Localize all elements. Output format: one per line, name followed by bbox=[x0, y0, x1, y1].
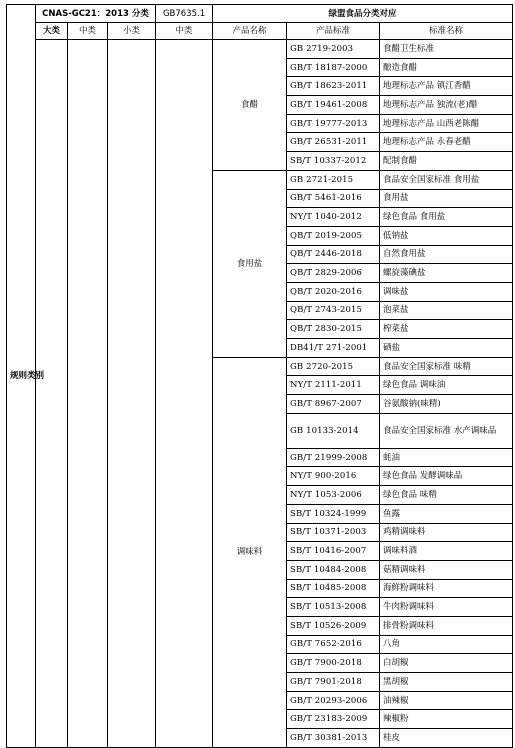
product-standard-cell: GB/T 19777-2013 bbox=[287, 114, 380, 133]
table-row bbox=[7, 40, 513, 59]
standard-name-cell: 海鲜粉调味料 bbox=[380, 579, 513, 598]
product-standard-cell: GB/T 7901-2018 bbox=[287, 673, 380, 692]
standard-name-cell: 酿造食醋 bbox=[380, 58, 513, 77]
standard-name-cell: 食品安全国家标准 食用盐 bbox=[380, 170, 513, 189]
small-class-header: 小类 bbox=[108, 23, 156, 40]
big-class-cell bbox=[36, 40, 68, 748]
product-standard-cell: QB/T 2446-2018 bbox=[287, 245, 380, 264]
rule-category-cell: 规则类别 bbox=[7, 5, 36, 748]
standard-name-cell: 地理标志产品 山西老陈醋 bbox=[380, 114, 513, 133]
standard-name-cell: 地理标志产品 永春老醋 bbox=[380, 133, 513, 152]
standard-name-cell: 排骨粉调味料 bbox=[380, 616, 513, 635]
product-standard-cell: SB/T 10513-2008 bbox=[287, 598, 380, 617]
standard-name-cell: 自然食用盐 bbox=[380, 245, 513, 264]
product-standard-cell: SB/T 10484-2008 bbox=[287, 560, 380, 579]
standard-name-cell: 硒盐 bbox=[380, 339, 513, 358]
product-standard-cell: NY/T 1053-2006 bbox=[287, 486, 380, 505]
mid-class-header: 中类 bbox=[68, 23, 108, 40]
product-standard-cell: GB 2721-2015 bbox=[287, 170, 380, 189]
standard-name-cell: 配制食醋 bbox=[380, 152, 513, 171]
product-standard-cell: GB 10133-2014 bbox=[287, 413, 380, 448]
standard-name-cell: 绿色食品 发酵调味品 bbox=[380, 467, 513, 486]
product-standard-cell: DB41/T 271-2001 bbox=[287, 339, 380, 358]
product-standard-cell: NY/T 900-2016 bbox=[287, 467, 380, 486]
product-standard-cell: QB/T 2743-2015 bbox=[287, 301, 380, 320]
product-standard-cell: SB/T 10526-2009 bbox=[287, 616, 380, 635]
product-standard-cell: GB/T 21999-2008 bbox=[287, 448, 380, 467]
product-standard-cell: GB/T 20293-2006 bbox=[287, 691, 380, 710]
standard-name-cell: 黑胡椒 bbox=[380, 673, 513, 692]
standard-name-cell: 八角 bbox=[380, 635, 513, 654]
product-name-cell: 食用盐 bbox=[213, 170, 287, 357]
classification-table bbox=[6, 4, 513, 748]
mid-class-cell bbox=[68, 40, 108, 748]
header-row-1 bbox=[7, 5, 513, 23]
product-name-header: 产品名称 bbox=[213, 23, 287, 40]
standard-name-cell: 蚝油 bbox=[380, 448, 513, 467]
product-standard-cell: NY/T 2111-2011 bbox=[287, 376, 380, 395]
product-standard-cell: GB 2720-2015 bbox=[287, 357, 380, 376]
product-standard-cell: GB/T 19461-2008 bbox=[287, 96, 380, 115]
standard-name-cell: 食品安全国家标准 味精 bbox=[380, 357, 513, 376]
standard-name-cell: 食醋卫生标准 bbox=[380, 40, 513, 59]
green-header: 绿盟食品分类对应 bbox=[213, 5, 513, 23]
small-class-cell bbox=[108, 40, 156, 748]
product-standard-cell: GB/T 23183-2009 bbox=[287, 710, 380, 729]
gb-mid-class-cell bbox=[156, 40, 213, 748]
product-standard-cell: SB/T 10324-1999 bbox=[287, 504, 380, 523]
standard-name-cell: 泡菜盐 bbox=[380, 301, 513, 320]
product-standard-cell: NY/T 1040-2012 bbox=[287, 208, 380, 227]
standard-name-cell: 地理标志产品 镇江香醋 bbox=[380, 77, 513, 96]
product-standard-cell: QB/T 2829-2006 bbox=[287, 264, 380, 283]
gb-header: GB7635.1 bbox=[156, 5, 213, 23]
big-class-header: 大类 bbox=[36, 23, 68, 40]
product-standard-cell: SB/T 10485-2008 bbox=[287, 579, 380, 598]
standard-name-cell: 绿色食品 味精 bbox=[380, 486, 513, 505]
product-standard-cell: GB/T 18187-2000 bbox=[287, 58, 380, 77]
product-standard-cell: GB/T 5461-2016 bbox=[287, 189, 380, 208]
standard-name-cell: 低钠盐 bbox=[380, 226, 513, 245]
product-standard-cell: QB/T 2019-2005 bbox=[287, 226, 380, 245]
standard-name-cell: 辣椒粉 bbox=[380, 710, 513, 729]
document-page bbox=[6, 4, 512, 741]
product-standard-cell: GB/T 7652-2016 bbox=[287, 635, 380, 654]
product-standard-cell: GB/T 8967-2007 bbox=[287, 395, 380, 414]
standard-name-cell: 地理标志产品 独流(老)醋 bbox=[380, 96, 513, 115]
standard-name-cell: 桂皮 bbox=[380, 729, 513, 748]
product-name-cell: 食醋 bbox=[213, 40, 287, 171]
product-standard-cell: GB/T 26531-2011 bbox=[287, 133, 380, 152]
product-standard-cell: SB/T 10416-2007 bbox=[287, 542, 380, 561]
product-standard-cell: GB 2719-2003 bbox=[287, 40, 380, 59]
product-standard-cell: GB/T 30381-2013 bbox=[287, 729, 380, 748]
standard-name-cell: 绿色食品 食用盐 bbox=[380, 208, 513, 227]
standard-name-cell: 绿色食品 调味油 bbox=[380, 376, 513, 395]
standard-name-cell: 食用盐 bbox=[380, 189, 513, 208]
cnas-header: CNAS-GC21：2013 分类 bbox=[36, 5, 156, 23]
product-standard-cell: QB/T 2020-2016 bbox=[287, 282, 380, 301]
product-standard-cell: GB/T 18623-2011 bbox=[287, 77, 380, 96]
standard-name-cell: 鸡精调味料 bbox=[380, 523, 513, 542]
standard-name-cell: 谷氨酸钠(味精) bbox=[380, 395, 513, 414]
standard-name-cell: 榨菜盐 bbox=[380, 320, 513, 339]
standard-name-cell: 牛肉粉调味料 bbox=[380, 598, 513, 617]
standard-name-cell: 调味料酒 bbox=[380, 542, 513, 561]
product-standard-cell: SB/T 10371-2003 bbox=[287, 523, 380, 542]
gb-mid-class-header: 中类 bbox=[156, 23, 213, 40]
header-row-2 bbox=[7, 23, 513, 40]
product-standard-header: 产品标准 bbox=[287, 23, 380, 40]
product-standard-cell: QB/T 2830-2015 bbox=[287, 320, 380, 339]
standard-name-cell: 螺旋藻碘盐 bbox=[380, 264, 513, 283]
product-standard-cell: SB/T 10337-2012 bbox=[287, 152, 380, 171]
product-name-cell: 调味料 bbox=[213, 357, 287, 747]
standard-name-cell: 食品安全国家标准 水产调味品 bbox=[380, 413, 513, 448]
standard-name-cell: 菇精调味料 bbox=[380, 560, 513, 579]
standard-name-cell: 油辣椒 bbox=[380, 691, 513, 710]
standard-name-cell: 调味盐 bbox=[380, 282, 513, 301]
standard-name-cell: 鱼露 bbox=[380, 504, 513, 523]
standard-name-header: 标准名称 bbox=[380, 23, 513, 40]
product-standard-cell: GB/T 7900-2018 bbox=[287, 654, 380, 673]
standard-name-cell: 白胡椒 bbox=[380, 654, 513, 673]
